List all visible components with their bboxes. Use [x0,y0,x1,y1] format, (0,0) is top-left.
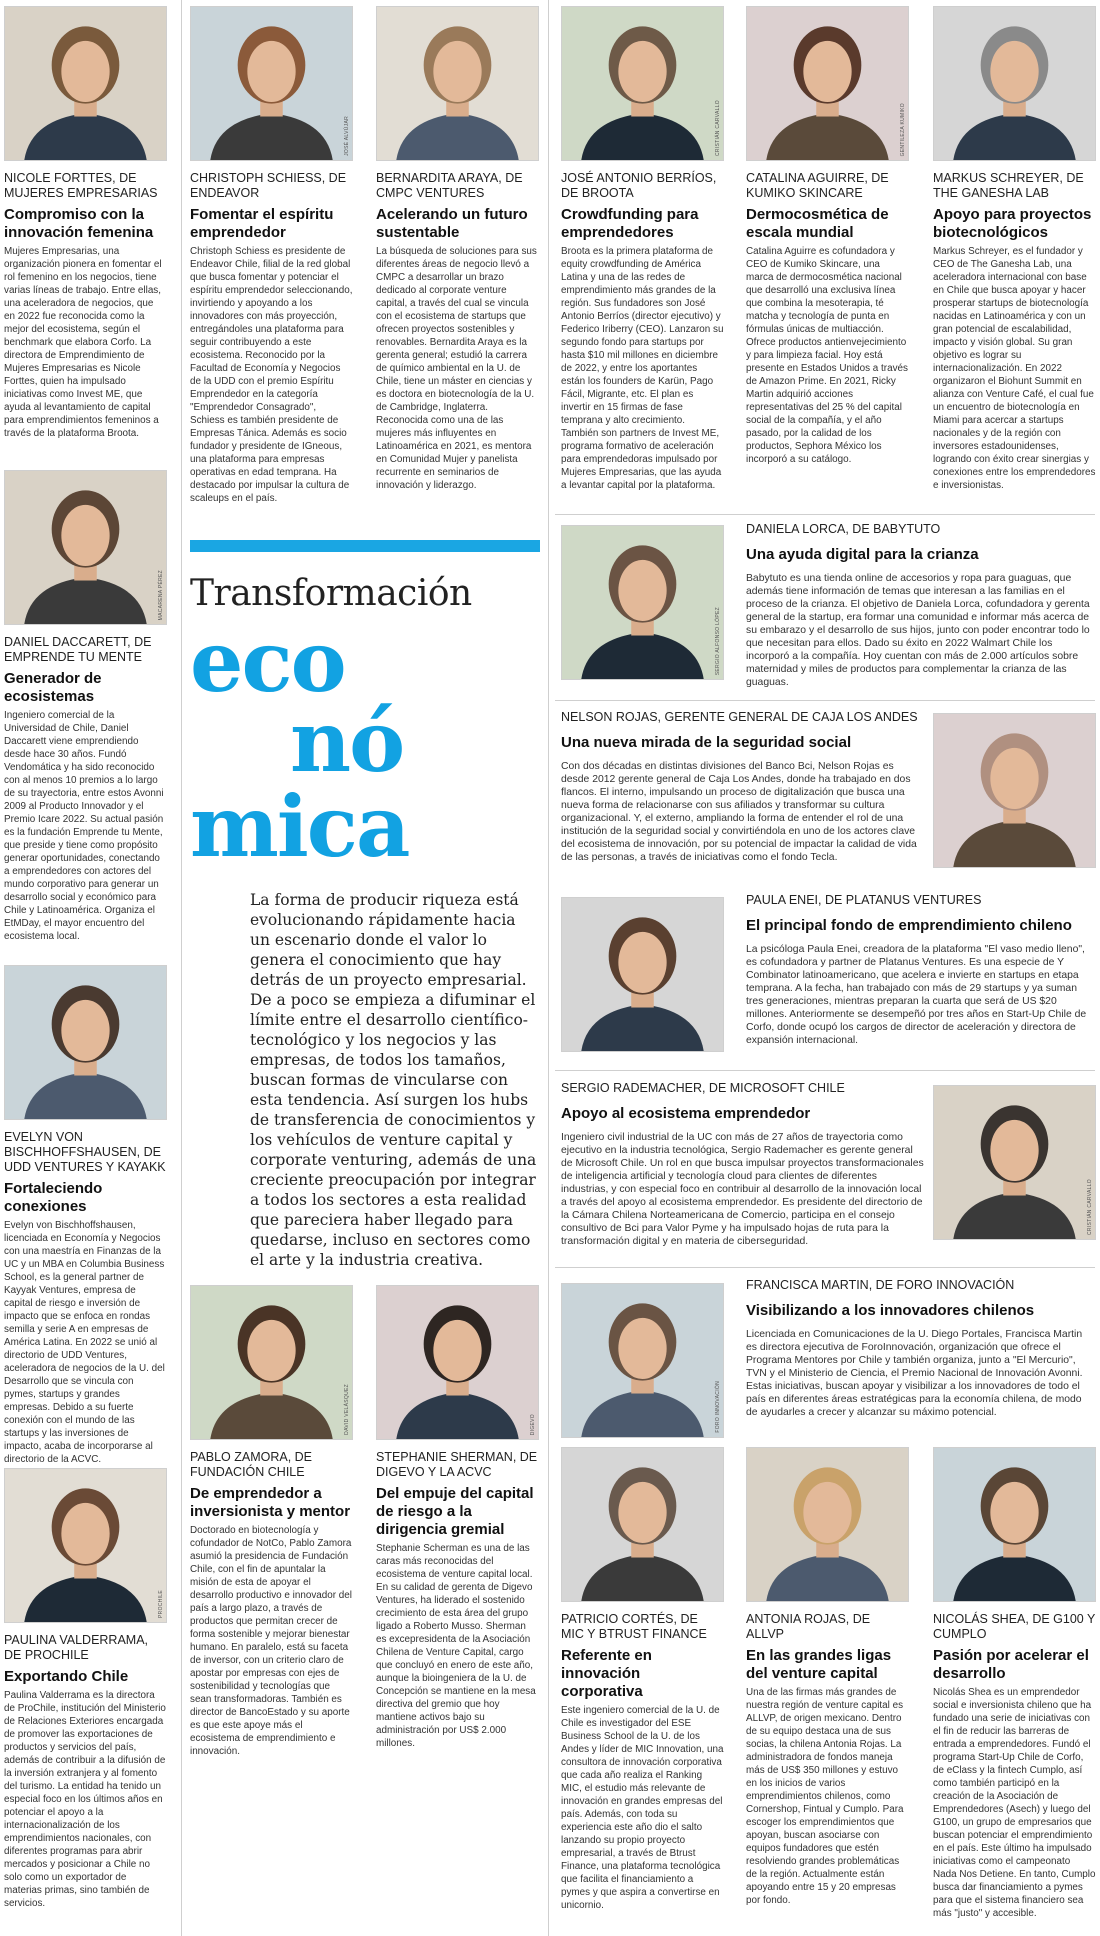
profile-body: La psicóloga Paula Enei, creadora de la plataforma "El vaso medio lleno", es cofundadora y partner de Platanus Ventures. Es una especie de Y Combinator latinoamericano, que acelera e invierte en startups en etapa temprana. A la fecha, han trabajado con más de 29 startups y ya suman tres generaciones, mientras preparan la cuarta que será de US $20 millones. Anteriormente se desempeñó por tres años en Start-Up Chile de Corfo, donde ocupó los cargos de director de aceleración y directora de expansión internacional. [746,944,1087,1046]
portrait-photo [4,6,167,161]
profile-headline: En las grandes ligas del venture capital [746,1647,892,1682]
portrait-photo [746,6,909,161]
profile-headline: Una ayuda digital para la crianza [746,546,979,563]
intro-paragraph: La forma de producir riqueza está evolucionando rápidamente hacia un escenario donde el valor lo genera el conocimiento que hay detrás de un proyecto empresarial. De a poco se empieza a difuminar el límite entre el desarrollo científico-tecnológico y los negocios y las empresas, de todos los tamaños, buscan formas de vincularse con esta tendencia. Así surgen los hubs de transferencia de conocimientos y los vehículos de venture capital y corporate venturing, además de una creciente preocupación por integrar a todos los sectores a esta realidad que pareciera haber llegado para quedarse, incluso en sectores como el arte y la industria creativa. [250,891,537,1269]
person-name: PAULA ENEI, DE PLATANUS VENTURES [746,893,982,907]
profile-body: Evelyn von Bischhoffshausen, licenciada en Economía y Negocios con una maestría en Finanzas de la UC y un MBA en Columbia Business School, es la general partner de Kayyak Ventures, empresa de capital de riesgo e inversión de impacto que se enfoca en rondas semilla y serie A en empresas de América Latina. En 2022 se unió al directorio de UDD Ventures, aceleradora de negocios de la U. del Desarrollo que se vincula con pymes, startups y grandes empresas. Debido a su fuerte conexión con el mundo de las startups y las inversiones de impacto, acaba de incorporarse al directorio de la ACVC. [4,1220,165,1465]
profile-body: Babytuto es una tienda online de accesorios y ropa para guaguas, que además tiene información de temas que interesan a las familias en el proceso de la crianza. El objetivo de Daniela Lorca, cofundadora y gerenta general de la startup, era formar una comunidad e informar más acerca de su embarazo y el desarrollo de sus hijos, junto con poder encontrar todo lo que necesitan para ellos. Dado su éxito en 2022 Walmart Chile los incorporó a la compañía. Hoy cuentan con más de 2.000 artículos sobre maternidad y miles de productos para complementar la crianza de las guaguas. [746,573,1090,688]
portrait-photo [933,1447,1096,1602]
portrait-photo [933,713,1096,868]
profile-body: Con dos décadas en distintas divisiones del Banco Bci, Nelson Rojas es desde 2012 gerente general de Caja Los Andes, donde ha trabajado en dos flancos. El interno, impulsando un proceso de digitalización que busca una nueva forma de relacionarse con sus afiliados y transformar su cultura organizacional. Y, el externo, ampliando la forma de entender el rol de una institución de la seguridad social y convirtiéndola en uno de los actores clave del ecosistema de innovación, por su potencial de impactar la calidad de vida de las personas, a través de iniciativas como el fondo Tecla. [561,761,917,863]
portrait-photo [561,1447,724,1602]
photo-credit: JOSÉ ALVÚJAR [344,116,350,156]
person-name: DANIEL DACCARETT, DE EMPRENDE TU MENTE [4,635,152,664]
person-name: BERNARDITA ARAYA, DE CMPC VENTURES [376,171,523,200]
portrait-photo [4,965,167,1120]
person-name: PATRICIO CORTÉS, DE MIC Y BTRUST FINANCE [561,1612,707,1641]
photo-credit: SERGIO ALFONSO LÓPEZ [715,606,721,675]
profile-headline: Dermocosmética de escala mundial [746,206,889,241]
portrait-photo [190,1285,353,1440]
profile-card-bischhoffshausen [4,965,167,1466]
profile-text-martin [746,1278,1091,1438]
profile-headline: Apoyo al ecosistema emprendedor [561,1105,811,1122]
person-name: MARKUS SCHREYER, DE THE GANESHA LAB [933,171,1084,200]
portrait-photo [933,6,1096,161]
profile-headline: Crowdfunding para emprendedores [561,206,699,241]
portrait-photo [376,1285,539,1440]
person-name: NICOLE FORTTES, DE MUJERES EMPRESARIAS [4,171,158,200]
profile-headline: El principal fondo de emprendimiento chileno [746,917,1072,934]
profile-card-valderrama [4,1468,167,1910]
profile-card-cortes [561,1447,724,1912]
person-name: NELSON ROJAS, GERENTE GENERAL DE CAJA LOS ANDES [561,710,918,724]
profile-card-aguirre [746,6,909,466]
title-no: nó [290,692,404,791]
title-eco: eco [190,612,345,711]
profile-headline: Una nueva mirada de la seguridad social [561,734,852,751]
person-name: CHRISTOPH SCHIESS, DE ENDEAVOR [190,171,347,200]
person-name: NICOLÁS SHEA, DE G100 Y CUMPLO [933,1612,1096,1641]
person-name: SERGIO RADEMACHER, DE MICROSOFT CHILE [561,1081,845,1095]
profile-body: Catalina Aguirre es cofundadora y CEO de Kumiko Skincare, una marca de dermocosmética nacional que desarrolló una exclusiva línea que combina la mesoterapia, té matcha y tecnología de punta en fórmulas únicas de multiacción. Ofrece productos antienvejecimiento y para limpieza facial. Hoy está presente en Estados Unidos a través de Amazon Prime. En 2021, Ricky Martin adquirió acciones representativas del 25 % del capital social de la compañía, y el año pasado, por la calidad de los productos, Sephora México los incorporó a su catálogo. [746,246,908,465]
profile-card-fortes [4,6,167,440]
person-name: PABLO ZAMORA, DE FUNDACIÓN CHILE [190,1450,313,1479]
profile-body: Doctorado en biotecnología y cofundador de NotCo, Pablo Zamora asumió la presidencia de Fundación Chile, con el fin de apuntalar la misión de esta de apoyar el desarrollo productivo e innovador del país a largo plazo, a través de productos que permitan crecer de forma sostenible y mejorar bienestar humano. En paralelo, está su faceta de inversor, con un criterio claro de apostar por empresas con ejes de sostenibilidad y tecnologías que sean transformadoras. También es director de BancoEstado y su aporte es que este apoye más el ecosistema de emprendimiento e innovación. [190,1525,352,1757]
profile-text-enei [746,893,1091,1063]
row-divider [555,1070,1095,1071]
portrait-photo [376,6,539,161]
profile-headline: De emprendedor a inversionista y mentor [190,1485,351,1520]
profile-body: Licenciada en Comunicaciones de la U. Diego Portales, Francisca Martin es directora ejecutiva de ForoInnovación, organización que ofrece el Programa Mentores por Chile y también organiza, junto a "El Mercurio", TVN y el Ministerio de Ciencia, el Premio Nacional de Innovación Avonni. Estas iniciativas, buscan apoyar y visibilizar a los innovadores de todo el país en diferentes áreas estratégicas para la economía chilena, de modo de ayudarles a crecer y alcanzar su máximo potencial. [746,1329,1083,1418]
portrait-photo [561,897,724,1052]
photo-credit: DIGEVO [530,1413,536,1435]
profile-headline: Del empuje del capital de riesgo a la dirigencia gremial [376,1485,534,1538]
profile-body: Mujeres Empresarias, una organización pionera en fomentar el rol femenino en los negocios, tiene varias líneas de trabajo. Entre ellas, una aceleradora de negocios, que en 2022 fue reconocida como la mejor del ecosistema, según el benchmark que elabora Corfo. La directora de Emprendimiento de Mujeres Empresarias es Nicole Forttes, quien ha impulsado iniciativas como Invest ME, que ayuda al levantamiento de capital para emprendimientos femeninos a través de la plataforma Broota. [4,246,162,439]
profile-card-daccarett [4,470,167,943]
portrait-photo [561,6,724,161]
profile-body: Paulina Valderrama es la directora de ProChile, institución del Ministerio de Relaciones Exteriores encargada de promover las exportaciones de productos y servicios del país, además de contribuir a la difusión de la inversión extranjera y al fomento del turismo. La entidad ha tenido un especial foco en los últimos años en potenciar el apoyo a la internacionalización de los emprendimientos nacionales, con diferentes programas para abrir mercados y posicionar a Chile no solo como un exportador de materias primas, sino también de servicios. [4,1690,166,1909]
profile-card-sherman [376,1285,539,1750]
person-name: FRANCISCA MARTIN, DE FORO INNOVACIÓN [746,1278,1015,1292]
photo-credit: CRISTIÁN CARVALLO [1087,1178,1093,1235]
profile-card-araya [376,6,539,492]
person-name: ANTONIA ROJAS, DE ALLVP [746,1612,871,1641]
profile-body: Una de las firmas más grandes de nuestra región de venture capital es ALLVP, de origen mexicano. Dentro de su equipo destaca una de sus socias, la chilena Antonia Rojas. La administradora de fondos maneja más de US$ 350 millones y estuvo en los inicios de varios emprendimientos chilenos, como Cornershop, Fintual y Cumplo. Para escoger los emprendimientos que apoyan, buscan asociarse con equipos fundadores que estén resolviendo grandes problemáticas de la región. Actualmente están apoyando entre 15 y 20 empresas por fondo. [746,1687,904,1906]
profile-text-rademacher [561,1081,926,1261]
profile-photo-enei [561,897,724,1052]
portrait-photo [746,1447,909,1602]
profile-photo-martin [561,1283,724,1438]
photo-credit: PROCHILE [158,1590,164,1618]
profile-card-schiess [190,6,353,505]
photo-credit: MACARENA PÉREZ [158,569,164,620]
profile-headline: Referente en innovación corporativa [561,1647,652,1700]
profile-photo-rojas_n [933,713,1096,868]
row-divider [555,514,1095,515]
profile-body: Nicolás Shea es un emprendedor social e inversionista chileno que ha fundado una serie de iniciativas con el fin de reducir las barreras de entrada a emprendedores. Fundó el programa Start-Up Chile de Corfo, de eClass y la fintech Cumplo, así como también participó en la creación de la Asociación de Emprendedores (Asech) y luego del G100, un grupo de empresarios que buscan potenciar el emprendimiento en el país. Este último ha impulsado iniciativas como el campeonato Nada Nos Detiene. En tanto, Cumplo busca dar financiamiento a pymes para que el sistema financiero sea más "justo" y accesible. [933,1687,1096,1919]
profile-body: Ingeniero civil industrial de la UC con más de 27 años de trayectoria como ejecutivo en la industria tecnológica, Sergio Rademacher es gerente general de Microsoft Chile. Un rol en que busca impulsar proyectos transformacionales de inteligencia artificial y tecnología cloud para clientes de diferentes industrias, y con especial foco en contribuir al desarrollo de la innovación local a través del apoyo al ecosistema emprendedor. Es presidente del directorio de la Cámara Chilena Norteamericana de Comercio, participa en el consejo consultivo de Bci para Valor Pyme y ha impulsado hojas de ruta para la transformación digital y en materia de ciberseguridad. [561,1132,924,1247]
profile-body: Ingeniero comercial de la Universidad de Chile, Daniel Daccarett viene emprendiendo desde hace 30 años. Fundó Vendomática y ha sido reconocido con al menos 10 premios a lo largo de su trayectoria, entre estos Avonni 2009 al Producto Innovador y el Premio Icare 2022. Su actual pasión es la fundación Emprende tu Mente, que preside y tiene como propósito generar oportunidades, conectando a emprendedores con actores del mundo corporativo para generar un desarrollo social y económico para Chile y Latinoamérica. Organiza el EtMDay, el mayor encuentro del ecosistema local. [4,710,164,942]
profile-headline: Apoyo para proyectos biotecnológicos [933,206,1092,241]
profile-body: Este ingeniero comercial de la U. de Chile es investigador del ESE Business School de la U. de los Andes y líder de MIC Innovation, una consultora de innovación corporativa que cada año realiza el Ranking MIC, el estudio más relevante de innovación en grandes empresas del país. Además, con toda su experiencia este año dio el salto lanzando su propio proyecto empresarial, a través de Btrust Finance, una plataforma tecnológica que facilita el financiamiento a pymes y que aspira a convertirse en unicornio. [561,1705,724,1911]
title-accent-bar [190,540,540,552]
portrait-photo [4,470,167,625]
person-name: EVELYN VON BISCHHOFFSHAUSEN, DE UDD VENTURES Y KAYAKK [4,1130,166,1174]
profile-headline: Exportando Chile [4,1668,129,1685]
person-name: STEPHANIE SHERMAN, DE DIGEVO Y LA ACVC [376,1450,538,1479]
column-divider [181,0,182,1936]
title-mica: mica [190,777,409,876]
profile-card-berrios [561,6,724,492]
portrait-photo [4,1468,167,1623]
profile-text-rojas_n [561,710,921,885]
profile-body: Markus Schreyer, es el fundador y CEO de The Ganesha Lab, una aceleradora internacional con base en Chile que busca apoyar y hacer prosperar startups de biotecnología nacidas en Latinoamérica y con un gran potencial de escalabilidad, impacto y visión global. Su gran objetivo es lograr su internacionalización. En 2022 organizaron el Biohunt Summit en alianza con Venture Café, el cual fue un encuentro de biotecnología en Miami para acercar a startups nacionales y de la región con inversores estadounidenses, logrando con éxito crear sinergias y conexiones entre los emprendedores e inversionistas. [933,246,1096,491]
profile-headline: Compromiso con la innovación femenina [4,206,154,241]
portrait-photo [933,1085,1096,1240]
profile-body: La búsqueda de soluciones para sus diferentes áreas de negocio llevó a CMPC a desarrollar un brazo dedicado al corporate venture capital, a través del cual se vincula con el ecosistema de startups que ofrecen proyectos sostenibles y renovables. Bernardita Araya es la gerenta general; estudió la carrera de químico ambiental en la U. de Chile, tiene un máster en ciencias y es doctora en biotecnología de la U. de Cambridge, Inglaterra. Reconocida como una de las mujeres más influyentes en Latinoamérica en 2021, es mentora en Comunidad Mujer y panelista recurrente en seminarios de innovación y liderazgo. [376,246,537,491]
person-name: CATALINA AGUIRRE, DE KUMIKO SKINCARE [746,171,889,200]
person-name: DANIELA LORCA, DE BABYTUTO [746,522,941,536]
profile-body: Stephanie Scherman es una de las caras más reconocidas del ecosistema de venture capital local. En su calidad de gerenta de Digevo Ventures, ha liderado el sostenido crecimiento de esta área del grupo ligado a Roberto Musso. Sherman es excepresidenta de la Asociación Chilena de Venture Capital, cargo que concluyó en enero de este año, aunque la bioingeniera de la U. de Concepción se mantiene en la mesa directiva del gremio que hoy mantiene activos bajo su administración por US$ 2.000 millones. [376,1543,536,1749]
row-divider [555,1267,1095,1268]
row-divider [555,700,1095,701]
profile-text-lorca [746,522,1091,692]
profile-headline: Acelerando un futuro sustentable [376,206,528,241]
profile-headline: Fortaleciendo conexiones [4,1180,103,1215]
person-name: JOSÉ ANTONIO BERRÍOS, DE BROOTA [561,171,717,200]
profile-card-zamora [190,1285,353,1758]
profile-headline: Fomentar el espíritu emprendedor [190,206,334,241]
portrait-photo [561,1283,724,1438]
profile-card-schreyer [933,6,1096,492]
profile-headline: Generador de ecosistemas [4,670,102,705]
photo-credit: CRISTIÁN CARVALLO [715,99,721,156]
person-name: PAULINA VALDERRAMA, DE PROCHILE [4,1633,149,1662]
profile-card-shea [933,1447,1096,1920]
column-divider [548,0,549,1936]
profile-body: Christoph Schiess es presidente de Endeavor Chile, filial de la red global que busca fomentar y potenciar el espíritu emprendedor seleccionando, invirtiendo y apoyando a los innovadores con más proyección, entregándoles una plataforma para seguir contribuyendo a este ecosistema. Reconocido por la Facultad de Economía y Negocios de la UDD con el premio Espíritu Emprendedor en la categoría "Emprendedor Consagrado", Schiess es también presidente de Empresas Tánica. Además es socio fundador y presidente de IGneous, una plataforma para empresas operativas en edad temprana. Ha destacado por impulsar la cultura de scaleups en el país. [190,246,353,504]
profile-photo-rademacher [933,1085,1096,1240]
portrait-photo [561,525,724,680]
photo-credit: FORO INNOVACIÓN [715,1381,721,1433]
photo-credit: DAVID VELÁSQUEZ [344,1384,350,1435]
photo-credit: GENTILEZA KUMIKO [900,102,906,156]
profile-headline: Visibilizando a los innovadores chilenos [746,1302,1035,1319]
profile-card-rojas_a [746,1447,909,1907]
section-kicker: Transformación [190,573,472,614]
profile-body: Broota es la primera plataforma de equity crowdfunding de América Latina y una de las redes de emprendimiento más grandes de la región. Sus fundadores son José Antonio Berríos (director ejecutivo) y Federico Iriberry (CEO). Lanzaron su segundo fondo para startups por hasta $10 mil millones en diciembre de 2022, y entre los aportantes están los founders de Karün, Pago Fácil, Migrante, etc. El plan es invertir en 15 firmas de fase temprana y alto crecimiento. También son partners de Invest ME, programa formativo de aceleración para emprendedoras impulsado por Mujeres Empresarias, que las ayuda a levantar capital por la plataforma. [561,246,724,491]
profile-headline: Pasión por acelerar el desarrollo [933,1647,1089,1682]
portrait-photo [190,6,353,161]
profile-photo-lorca [561,525,724,680]
